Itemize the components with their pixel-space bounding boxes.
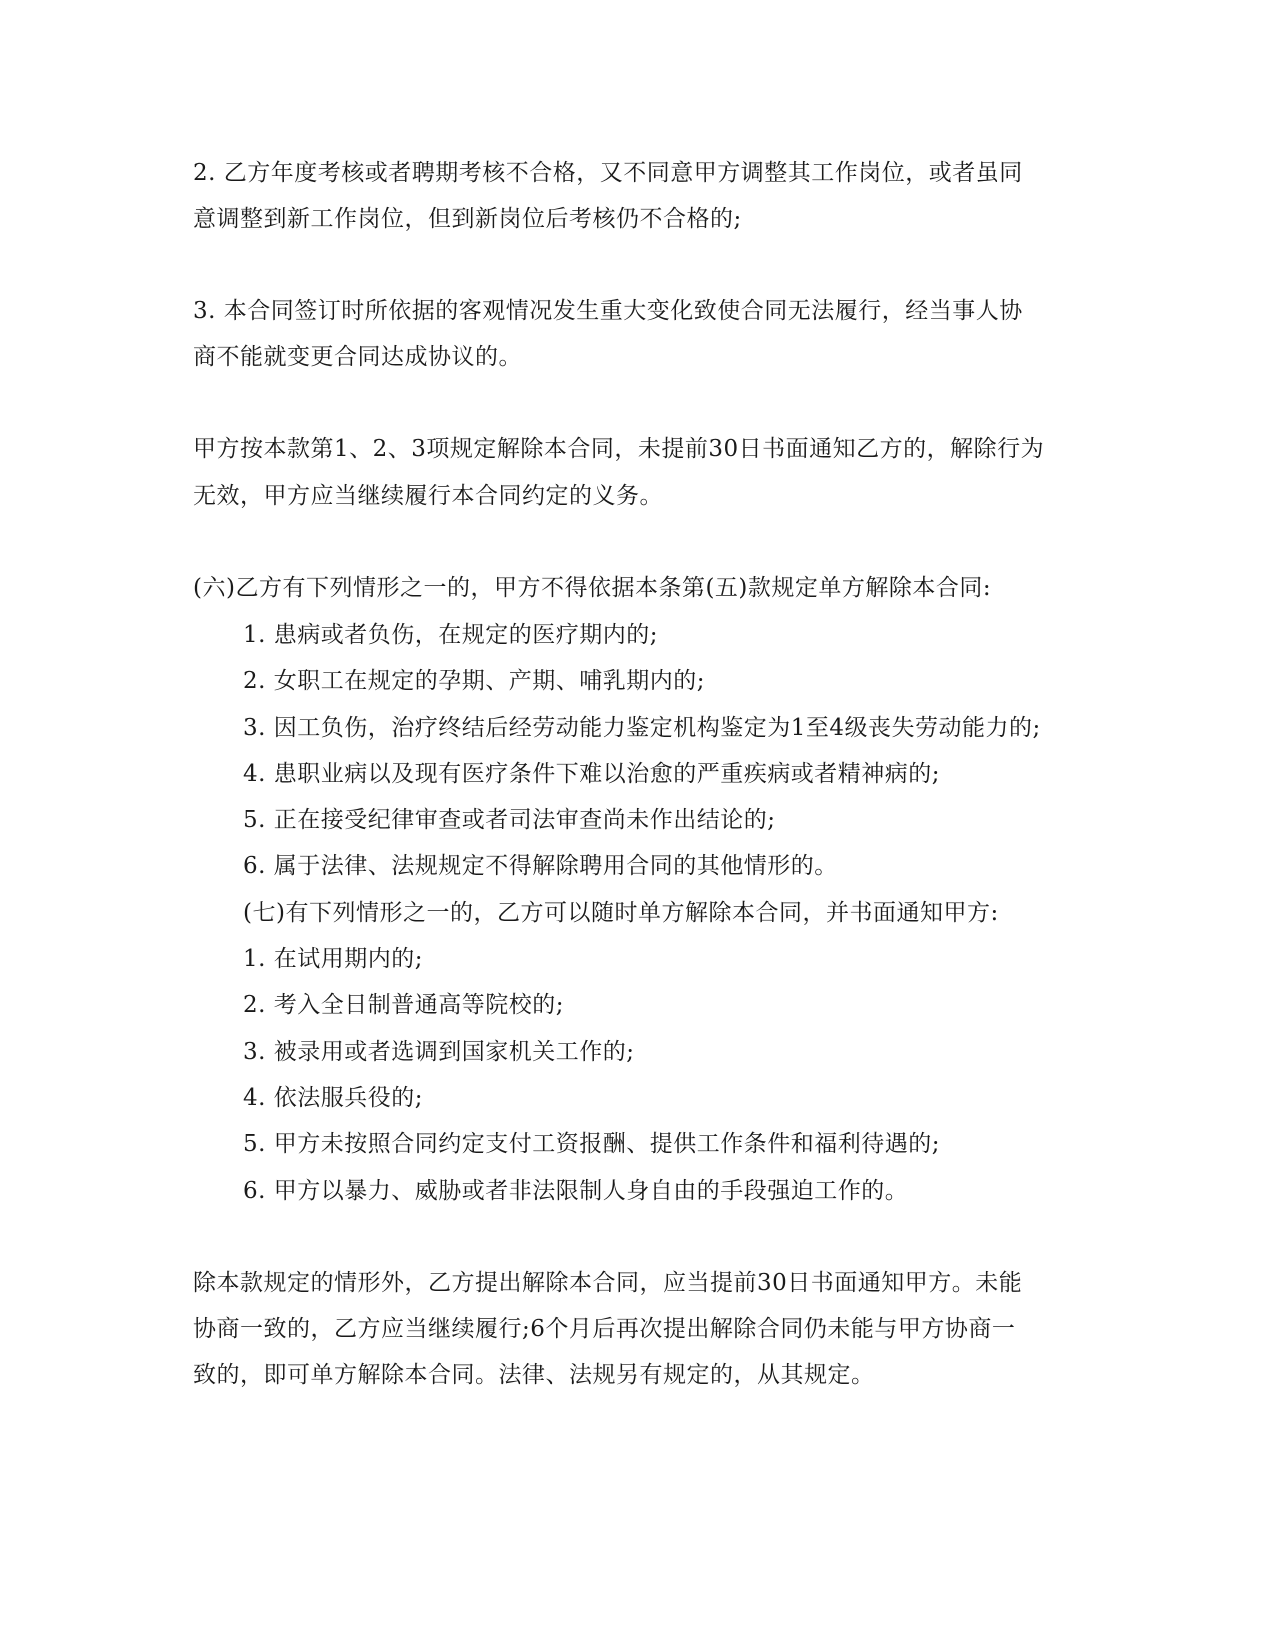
clause-6-item: 1. 患病或者负伤，在规定的医疗期内的;	[243, 622, 659, 648]
clause-7-heading: (七)有下列情形之一的，乙方可以随时单方解除本合同，并书面通知甲方:	[243, 900, 999, 926]
paragraph-final-line-2: 协商一致的，乙方应当继续履行;6个月后再次提出解除合同仍未能与甲方协商一	[193, 1316, 1016, 1342]
clause-6-item: 4. 患职业病以及现有医疗条件下难以治愈的严重疾病或者精神病的;	[243, 761, 941, 787]
paragraph-3-line-1: 3. 本合同签订时所依据的客观情况发生重大变化致使合同无法履行，经当事人协	[193, 298, 1023, 324]
paragraph-3-line-2: 商不能就变更合同达成协议的。	[193, 344, 522, 370]
clause-7-item: 2. 考入全日制普通高等院校的;	[243, 992, 565, 1018]
paragraph-final-line-3: 致的，即可单方解除本合同。法律、法规另有规定的，从其规定。	[193, 1362, 875, 1388]
clause-7-item: 3. 被录用或者选调到国家机关工作的;	[243, 1039, 635, 1065]
clause-6-item: 3. 因工负伤，治疗终结后经劳动能力鉴定机构鉴定为1至4级丧失劳动能力的;	[243, 715, 1041, 741]
clause-6-heading: (六)乙方有下列情形之一的，甲方不得依据本条第(五)款规定单方解除本合同:	[193, 575, 992, 601]
clause-7-item: 1. 在试用期内的;	[243, 946, 424, 972]
paragraph-final-line-1: 除本款规定的情形外，乙方提出解除本合同，应当提前30日书面通知甲方。未能	[193, 1270, 1023, 1296]
clause-7-item: 4. 依法服兵役的;	[243, 1085, 424, 1111]
paragraph-invalid-line-1: 甲方按本款第1、2、3项规定解除本合同，未提前30日书面通知乙方的，解除行为	[193, 436, 1045, 462]
clause-6-item: 2. 女职工在规定的孕期、产期、哺乳期内的;	[243, 668, 706, 694]
clause-7-item: 5. 甲方未按照合同约定支付工资报酬、提供工作条件和福利待遇的;	[243, 1131, 941, 1157]
clause-6-item: 5. 正在接受纪律审查或者司法审查尚未作出结论的;	[243, 807, 776, 833]
paragraph-2-line-1: 2. 乙方年度考核或者聘期考核不合格，又不同意甲方调整其工作岗位，或者虽同	[193, 160, 1023, 186]
paragraph-invalid-line-2: 无效，甲方应当继续履行本合同约定的义务。	[193, 483, 663, 509]
paragraph-2-line-2: 意调整到新工作岗位，但到新岗位后考核仍不合格的;	[193, 206, 742, 232]
clause-7-item: 6. 甲方以暴力、威胁或者非法限制人身自由的手段强迫工作的。	[243, 1178, 909, 1204]
clause-6-item: 6. 属于法律、法规规定不得解除聘用合同的其他情形的。	[243, 853, 838, 879]
